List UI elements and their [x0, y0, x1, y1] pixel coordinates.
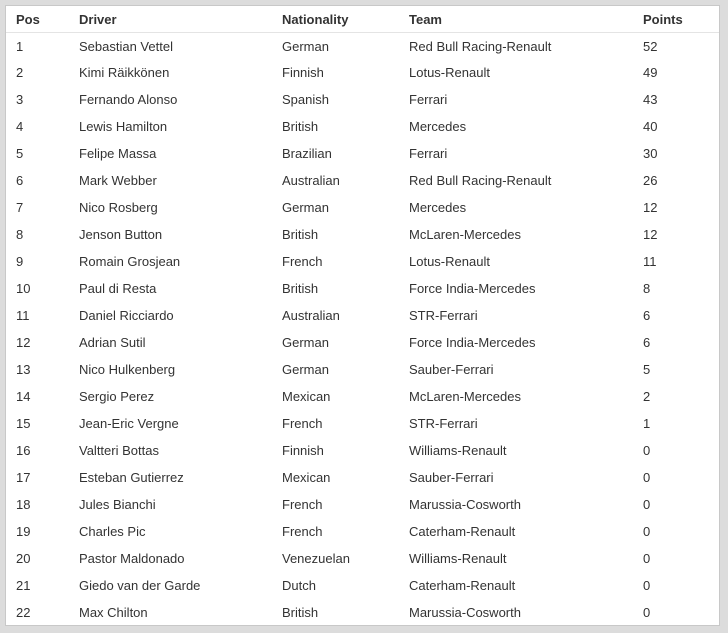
cell-driver: Jean-Eric Vergne — [79, 416, 179, 431]
cell-team: Marussia-Cosworth — [409, 497, 521, 512]
cell-team: Mercedes — [409, 200, 467, 215]
cell-driver: Mark Webber — [79, 173, 157, 188]
cell-pos: 6 — [16, 173, 24, 188]
cell-points: 40 — [643, 119, 658, 134]
table-row — [6, 167, 719, 194]
cell-pos: 7 — [16, 200, 24, 215]
table-row — [6, 356, 719, 383]
cell-points: 5 — [643, 362, 651, 377]
cell-points: 0 — [643, 551, 651, 566]
table-body — [6, 33, 719, 627]
table-row — [6, 59, 719, 86]
cell-team: Ferrari — [409, 92, 448, 107]
table-row — [6, 518, 719, 545]
cell-driver: Pastor Maldonado — [79, 551, 185, 566]
cell-team: Mercedes — [409, 119, 467, 134]
cell-nationality: German — [282, 38, 329, 54]
cell-points: 0 — [643, 578, 651, 593]
cell-nationality: Finnish — [282, 65, 324, 80]
cell-pos: 12 — [16, 335, 31, 350]
cell-team: Ferrari — [409, 146, 448, 161]
cell-driver: Esteban Gutierrez — [79, 470, 184, 485]
cell-points: 11 — [643, 254, 657, 269]
cell-pos: 21 — [16, 578, 31, 593]
table-row — [6, 491, 719, 518]
table-row — [6, 194, 719, 221]
table-row — [6, 221, 719, 248]
header-team[interactable]: Team — [399, 6, 633, 33]
cell-team: Williams-Renault — [409, 443, 507, 458]
cell-team: Marussia-Cosworth — [409, 605, 521, 620]
cell-driver: Fernando Alonso — [79, 92, 178, 107]
cell-driver: Paul di Resta — [79, 281, 157, 296]
cell-pos: 19 — [16, 524, 31, 539]
table-row — [6, 86, 719, 113]
cell-points: 0 — [643, 497, 651, 512]
table-row — [6, 464, 719, 491]
cell-nationality: Mexican — [282, 470, 331, 485]
cell-team: Force India-Mercedes — [409, 281, 536, 296]
cell-nationality: Australian — [282, 308, 340, 323]
cell-pos: 1 — [16, 38, 24, 54]
cell-driver: Giedo van der Garde — [79, 578, 201, 593]
cell-team: STR-Ferrari — [409, 308, 478, 323]
cell-pos: 5 — [16, 146, 24, 161]
table-row — [6, 329, 719, 356]
cell-points: 12 — [643, 200, 658, 215]
table-row — [6, 383, 719, 410]
cell-points: 26 — [643, 173, 658, 188]
cell-team: STR-Ferrari — [409, 416, 478, 431]
cell-team: McLaren-Mercedes — [409, 227, 521, 242]
cell-nationality: British — [282, 281, 319, 296]
cell-team: McLaren-Mercedes — [409, 389, 521, 404]
cell-driver: Sebastian Vettel — [79, 38, 173, 54]
cell-pos: 2 — [16, 65, 24, 80]
header-points[interactable]: Points — [633, 6, 719, 33]
cell-pos: 13 — [16, 362, 31, 377]
cell-pos: 8 — [16, 227, 24, 242]
cell-nationality: Spanish — [282, 92, 329, 107]
cell-points: 0 — [643, 605, 651, 620]
cell-driver: Nico Rosberg — [79, 200, 158, 215]
cell-nationality: Dutch — [282, 578, 316, 593]
cell-driver: Valtteri Bottas — [79, 443, 159, 458]
cell-team: Lotus-Renault — [409, 254, 490, 269]
table-row — [6, 410, 719, 437]
cell-pos: 14 — [16, 389, 31, 404]
table-row — [6, 275, 719, 302]
table-row — [6, 599, 719, 626]
cell-pos: 17 — [16, 470, 31, 485]
cell-driver: Jules Bianchi — [79, 497, 156, 512]
cell-pos: 3 — [16, 92, 24, 107]
cell-team: Red Bull Racing-Renault — [409, 38, 552, 54]
cell-nationality: Brazilian — [282, 146, 332, 161]
cell-pos: 4 — [16, 119, 24, 134]
table-header-row — [6, 6, 719, 33]
cell-nationality: British — [282, 605, 319, 620]
cell-points: 12 — [643, 227, 658, 242]
standings-panel — [5, 5, 720, 626]
cell-pos: 9 — [16, 254, 24, 269]
cell-nationality: French — [282, 497, 323, 512]
cell-driver: Daniel Ricciardo — [79, 308, 174, 323]
cell-team: Sauber-Ferrari — [409, 470, 494, 485]
driver-standings-table — [6, 6, 719, 626]
cell-nationality: French — [282, 524, 323, 539]
cell-nationality: German — [282, 362, 329, 377]
header-driver[interactable]: Driver — [69, 6, 272, 33]
cell-points: 52 — [643, 38, 658, 54]
cell-driver: Kimi Räikkönen — [79, 65, 170, 80]
cell-driver: Lewis Hamilton — [79, 119, 168, 134]
cell-team: Lotus-Renault — [409, 65, 490, 80]
cell-driver: Charles Pic — [79, 524, 146, 539]
header-pos[interactable]: Pos — [6, 6, 69, 33]
cell-nationality: British — [282, 227, 319, 242]
cell-team: Caterham-Renault — [409, 578, 516, 593]
cell-points: 2 — [643, 389, 651, 404]
cell-nationality: French — [282, 254, 323, 269]
cell-nationality: British — [282, 119, 319, 134]
cell-points: 49 — [643, 65, 658, 80]
cell-points: 6 — [643, 308, 651, 323]
cell-nationality: Venezuelan — [282, 551, 350, 566]
table-row — [6, 572, 719, 599]
cell-pos: 16 — [16, 443, 31, 458]
cell-driver: Sergio Perez — [79, 389, 155, 404]
table-row — [6, 113, 719, 140]
cell-team: Red Bull Racing-Renault — [409, 173, 552, 188]
table-row — [6, 248, 719, 275]
cell-pos: 20 — [16, 551, 31, 566]
cell-points: 43 — [643, 92, 658, 107]
cell-points: 0 — [643, 443, 651, 458]
cell-driver: Adrian Sutil — [79, 335, 146, 350]
header-nationality[interactable]: Nationality — [272, 6, 399, 33]
table-row — [6, 302, 719, 329]
cell-driver: Jenson Button — [79, 227, 163, 242]
table-row — [6, 437, 719, 464]
cell-pos: 15 — [16, 416, 31, 431]
cell-points: 1 — [643, 416, 651, 431]
cell-points: 6 — [643, 335, 651, 350]
cell-pos: 10 — [16, 281, 31, 296]
table-row — [6, 545, 719, 572]
cell-driver: Felipe Massa — [79, 146, 157, 161]
cell-nationality: French — [282, 416, 323, 431]
cell-pos: 11 — [16, 308, 30, 323]
cell-nationality: Mexican — [282, 389, 331, 404]
cell-team: Caterham-Renault — [409, 524, 516, 539]
cell-driver: Romain Grosjean — [79, 254, 181, 269]
table-row — [6, 33, 719, 60]
cell-nationality: Finnish — [282, 443, 324, 458]
cell-pos: 22 — [16, 605, 31, 620]
cell-nationality: German — [282, 200, 329, 215]
cell-points: 0 — [643, 524, 651, 539]
cell-nationality: Australian — [282, 173, 340, 188]
cell-team: Sauber-Ferrari — [409, 362, 494, 377]
cell-team: Force India-Mercedes — [409, 335, 536, 350]
cell-team: Williams-Renault — [409, 551, 507, 566]
cell-points: 0 — [643, 470, 651, 485]
cell-points: 8 — [643, 281, 651, 296]
cell-points: 30 — [643, 146, 658, 161]
cell-nationality: German — [282, 335, 329, 350]
cell-pos: 18 — [16, 497, 31, 512]
table-row — [6, 140, 719, 167]
cell-driver: Nico Hulkenberg — [79, 362, 176, 377]
cell-driver: Max Chilton — [79, 605, 148, 620]
